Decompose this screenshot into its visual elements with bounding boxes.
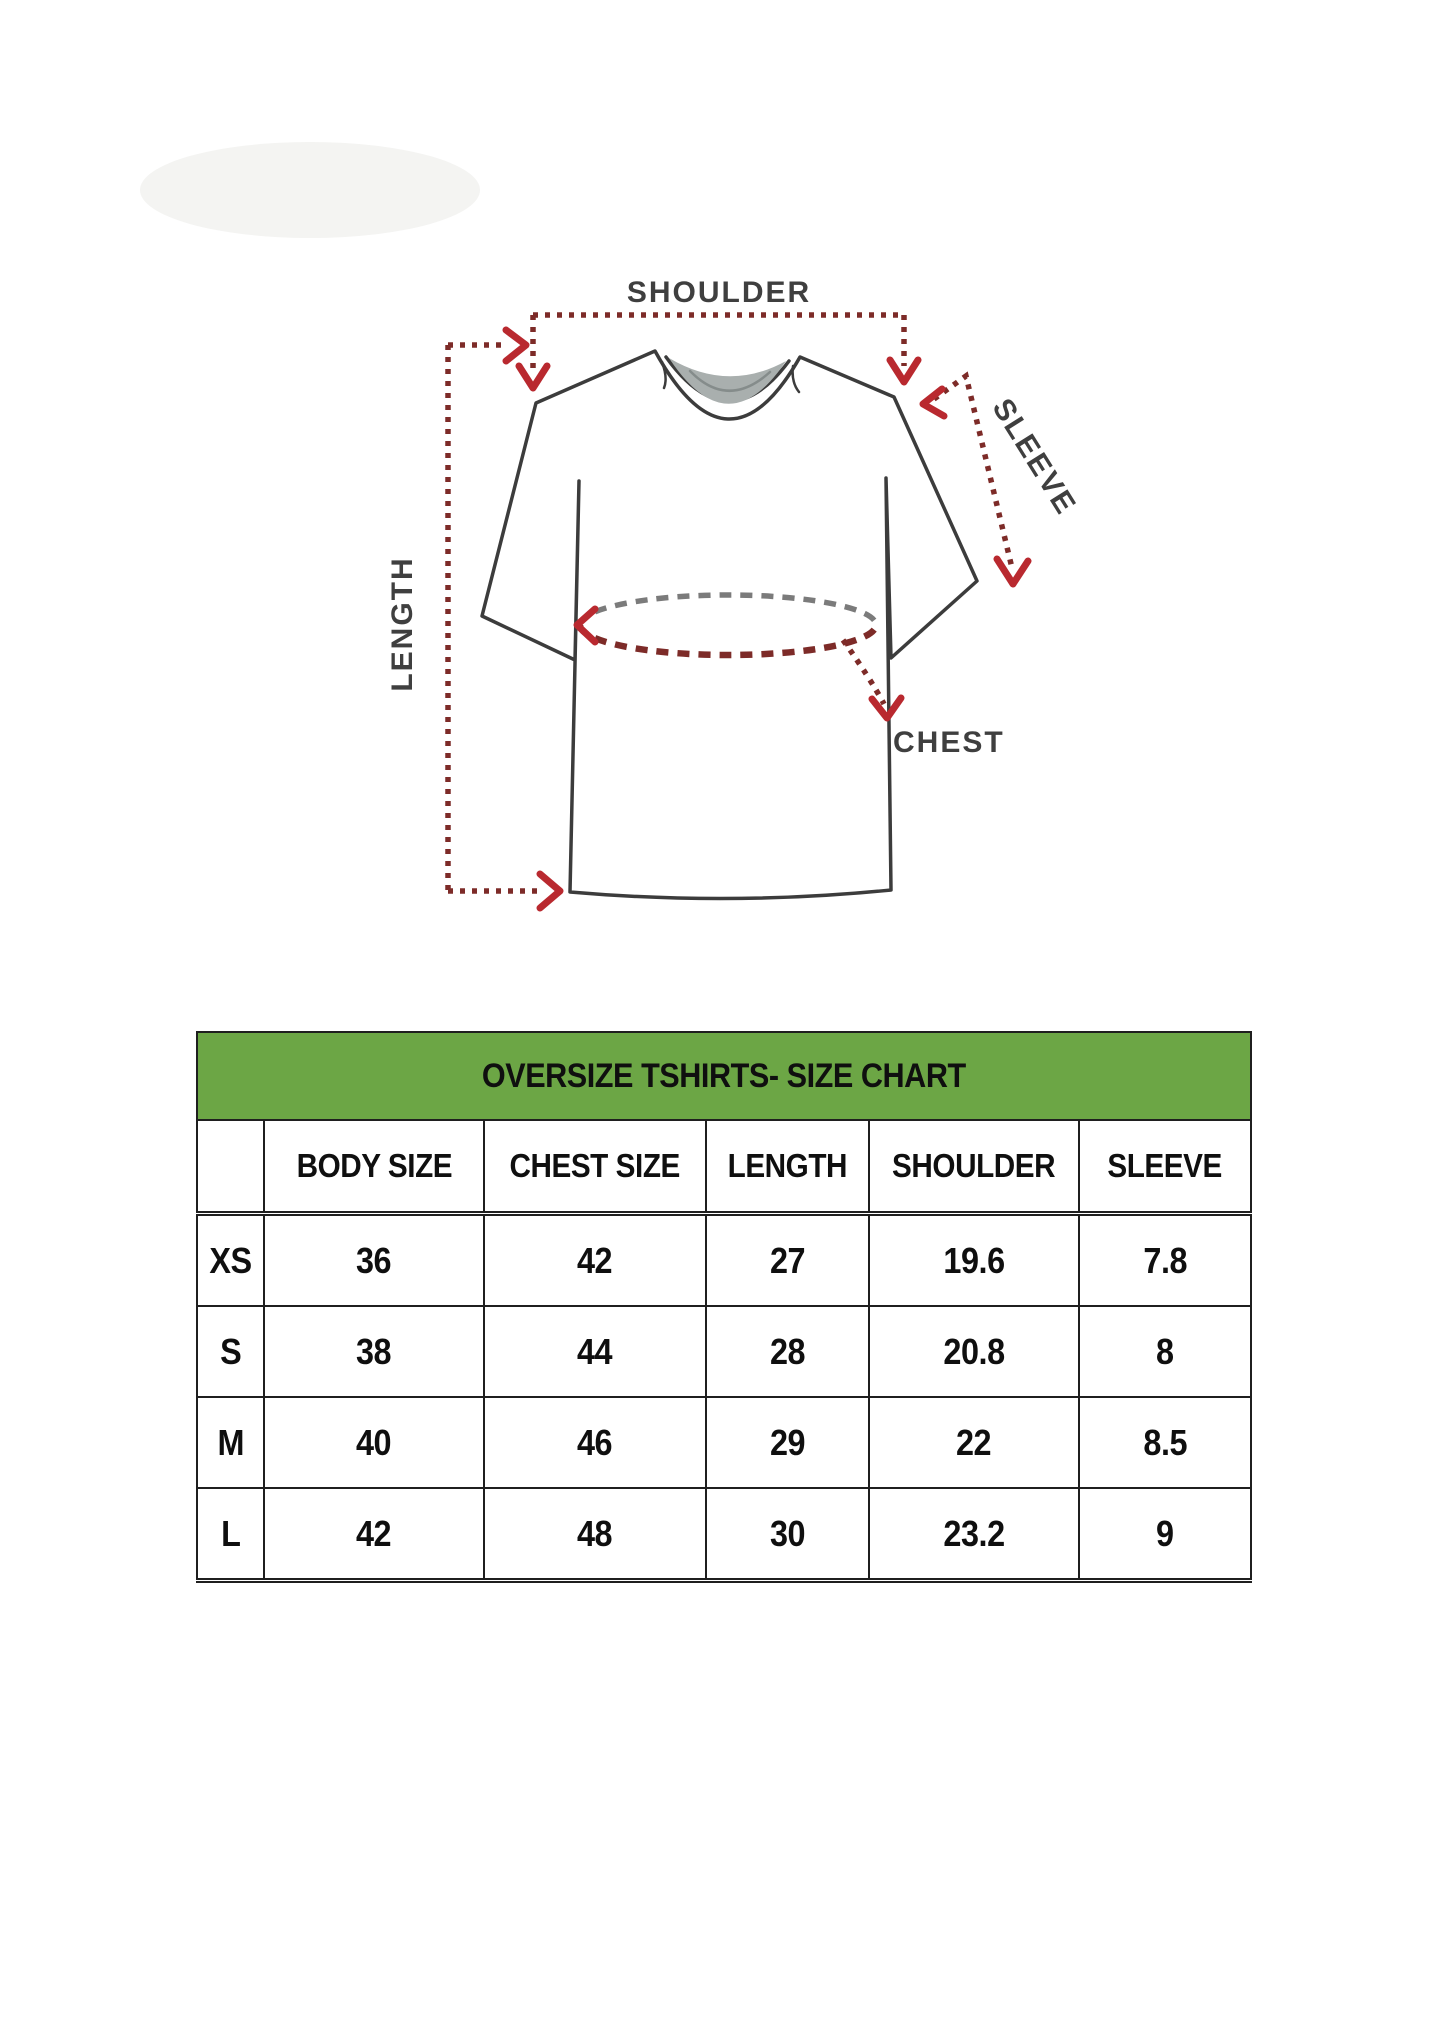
length-value: 30	[706, 1488, 869, 1581]
shoulder-value: 20.8	[869, 1306, 1079, 1397]
chest-size-value: 46	[484, 1397, 706, 1488]
length-bottom-arrow	[540, 874, 560, 908]
length-value: 28	[706, 1306, 869, 1397]
body-size-value: 36	[264, 1214, 484, 1307]
size-label: L	[197, 1488, 264, 1581]
shoulder-value: 23.2	[869, 1488, 1079, 1581]
table-title-row	[197, 1032, 1251, 1120]
shoulder-label: SHOULDER	[626, 276, 812, 309]
length-value: 27	[706, 1214, 869, 1307]
table-row-s	[197, 1306, 1251, 1397]
body-size-value: 40	[264, 1397, 484, 1488]
header-empty	[197, 1120, 264, 1214]
chest-size-value: 44	[484, 1306, 706, 1397]
length-label: LENGTH	[386, 556, 419, 692]
header-body-size: BODY SIZE	[264, 1120, 484, 1214]
shoulder-value: 22	[869, 1397, 1079, 1488]
sleeve-label: SLEEVE	[985, 392, 1083, 521]
shoulder-left-arrow	[519, 366, 547, 388]
sleeve-value: 8.5	[1079, 1397, 1251, 1488]
length-top-arrow	[506, 330, 526, 361]
chest-size-value: 48	[484, 1488, 706, 1581]
tshirt-measurement-diagram	[0, 0, 1445, 1010]
chest-size-value: 42	[484, 1214, 706, 1307]
size-chart-table	[196, 1031, 1252, 1583]
shoulder-value: 19.6	[869, 1214, 1079, 1307]
chest-label: CHEST	[893, 726, 1005, 759]
sleeve-start-arrow	[923, 389, 944, 416]
table-row-xs	[197, 1214, 1251, 1307]
tshirt-body-shape	[482, 351, 977, 899]
header-length: LENGTH	[706, 1120, 869, 1214]
header-chest-size: CHEST SIZE	[484, 1120, 706, 1214]
scan-smudge	[140, 142, 480, 238]
sleeve-value: 9	[1079, 1488, 1251, 1581]
size-label: M	[197, 1397, 264, 1488]
length-value: 29	[706, 1397, 869, 1488]
body-size-value: 42	[264, 1488, 484, 1581]
table-title-cell	[197, 1032, 1251, 1120]
table-title: OVERSIZE TSHIRTS- SIZE CHART	[482, 1056, 966, 1095]
sleeve-value: 8	[1079, 1306, 1251, 1397]
header-shoulder: SHOULDER	[869, 1120, 1079, 1214]
body-size-value: 38	[264, 1306, 484, 1397]
tshirt-outline	[482, 351, 977, 899]
size-label: XS	[197, 1214, 264, 1307]
table-header-row	[197, 1120, 1251, 1214]
header-sleeve: SLEEVE	[1079, 1120, 1251, 1214]
sleeve-value: 7.8	[1079, 1214, 1251, 1307]
table-row-m	[197, 1397, 1251, 1488]
size-label: S	[197, 1306, 264, 1397]
table-row-l	[197, 1488, 1251, 1581]
